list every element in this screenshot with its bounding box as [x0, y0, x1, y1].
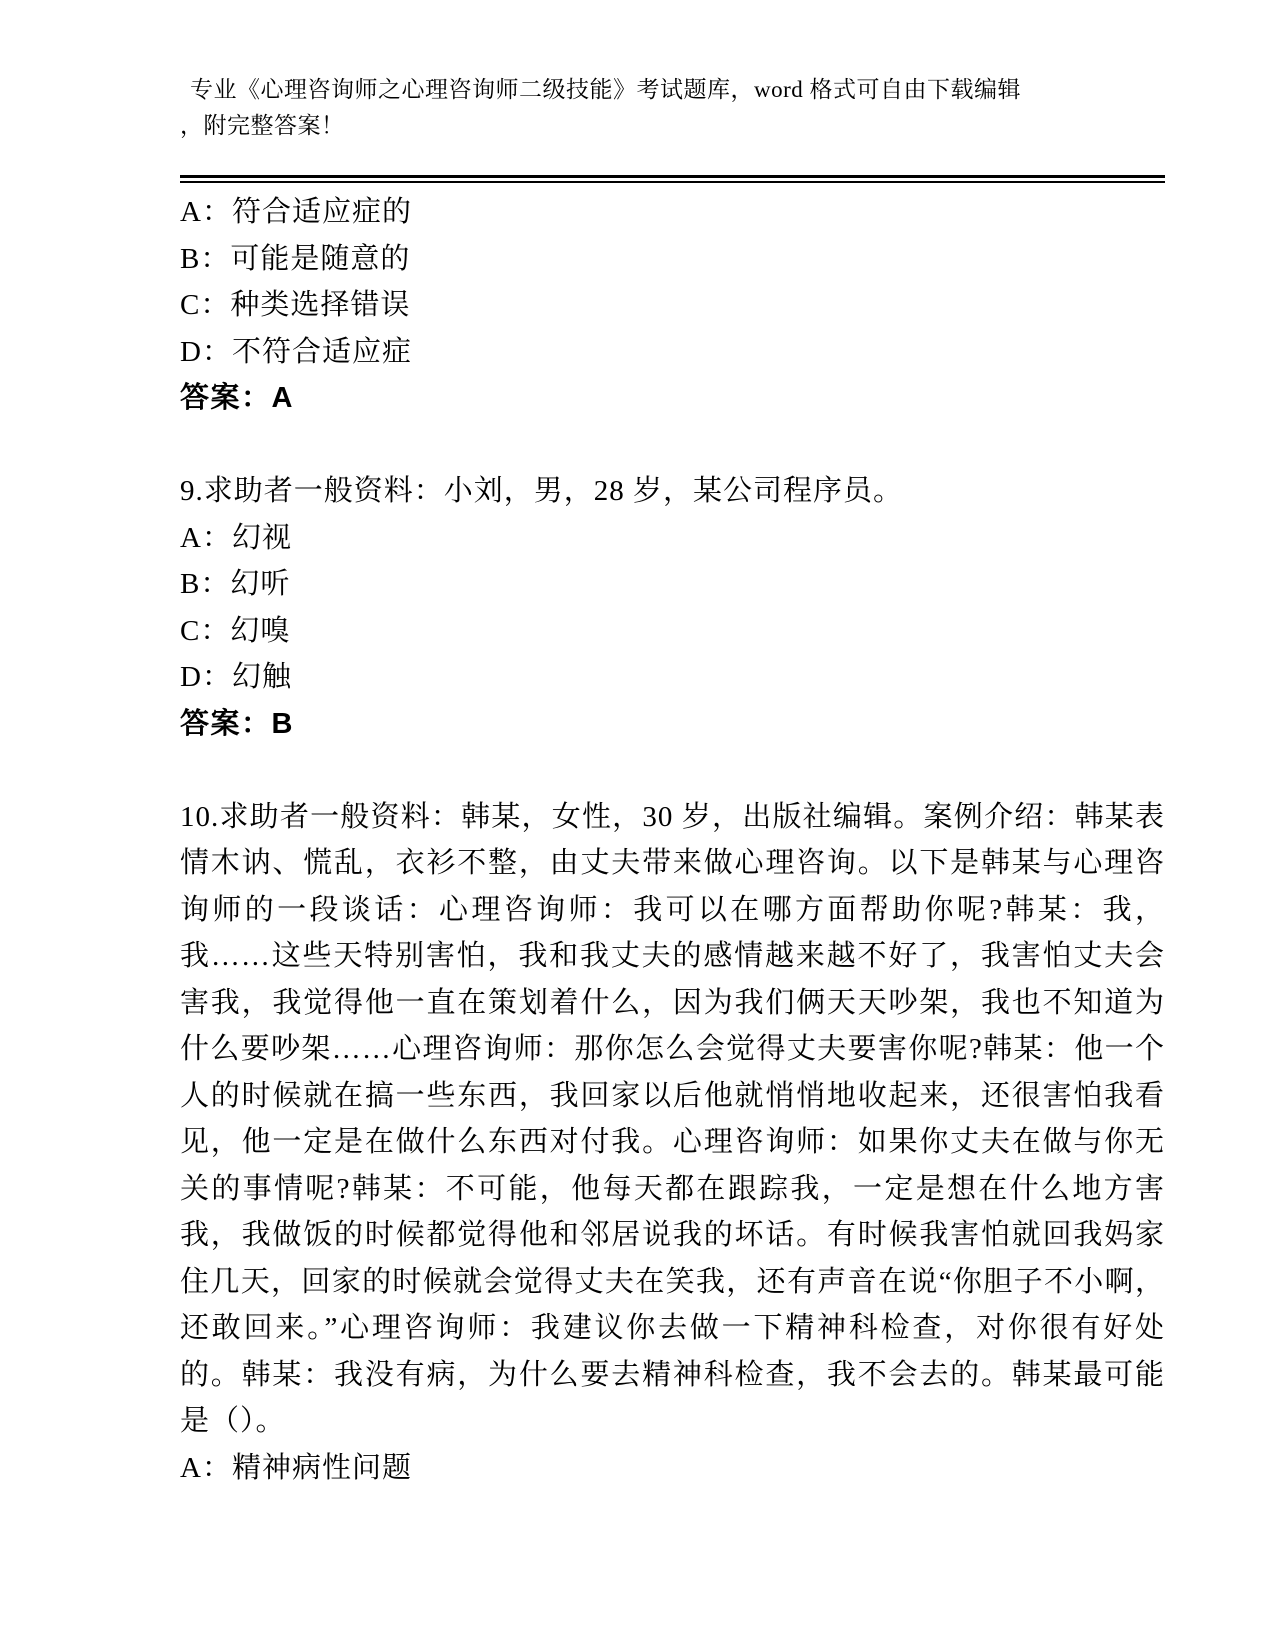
document-body	[180, 189, 1165, 1491]
header-title	[180, 72, 1165, 144]
question-10-option-a: A：精神病性问题	[180, 1451, 412, 1484]
question-8-option-a: A：符合适应症的	[180, 196, 412, 228]
page-header	[180, 72, 1165, 183]
question-8-answer: 答案：A	[180, 382, 294, 414]
question-10-block	[180, 794, 1165, 1492]
question-9-option-b: B：幻听	[180, 568, 291, 600]
question-8-option-d: D：不符合适应症	[180, 335, 412, 368]
question-9-option-c: C：幻嗅	[180, 614, 291, 647]
header-title-line1: 专业《心理咨询师之心理咨询师二级技能》考试题库，word 格式可自由下载编辑	[190, 77, 1022, 102]
header-title-line2: ，附完整答案！	[180, 113, 345, 138]
question-9-stem: 9.求助者一般资料：小刘，男，28 岁，某公司程序员。	[180, 475, 904, 507]
question-9-option-a: A：幻视	[180, 521, 292, 554]
question-9-block	[180, 468, 1165, 747]
question-8-option-c: C：种类选择错误	[180, 289, 411, 321]
question-10-stem: 10.求助者一般资料：韩某，女性，30 岁，出版社编辑。案例介绍：韩某表情木讷、慌乱，衣衫不整，由丈夫带来做心理咨询。以下是韩某与心理咨询师的一段谈话：心理咨询师：我可以在哪方面帮助你呢?韩某：我，我……这些天特别害怕，我和我丈夫的感情越来越不好了，我害怕丈夫会害我，我觉得他一直在策划着什么，因为我们俩天天吵架，我也不知道为什么要吵架……心理咨询师：那你怎么会觉得丈夫要害你呢?韩某：他一个人的时候就在搞一些东西，我回家以后他就悄悄地收起来，还很害怕我看见，他一定是在做什么东西对付我。心理咨询师：如果你丈夫在做与你无关的事情呢?韩某：不可能，他每天都在跟踪我，一定是想在什么地方害我，我做饭的时候都觉得他和邻居说我的坏话。有时候我害怕就回我妈家住几天，回家的时候就会觉得丈夫在笑我，还有声音在说“你胆子不小啊，还敢回来。”心理咨询师：我建议你去做一下精神科检查，对你很有好处的。韩某：我没有病，为什么要去精神科检查，我不会去的。韩某最可能是（）。	[180, 800, 1165, 1437]
header-divider	[180, 175, 1165, 183]
question-9-option-d: D：幻触	[180, 661, 292, 693]
question-8-block	[180, 189, 1165, 422]
question-9-answer: 答案：B	[180, 707, 294, 740]
question-8-option-b: B：可能是随意的	[180, 242, 411, 275]
